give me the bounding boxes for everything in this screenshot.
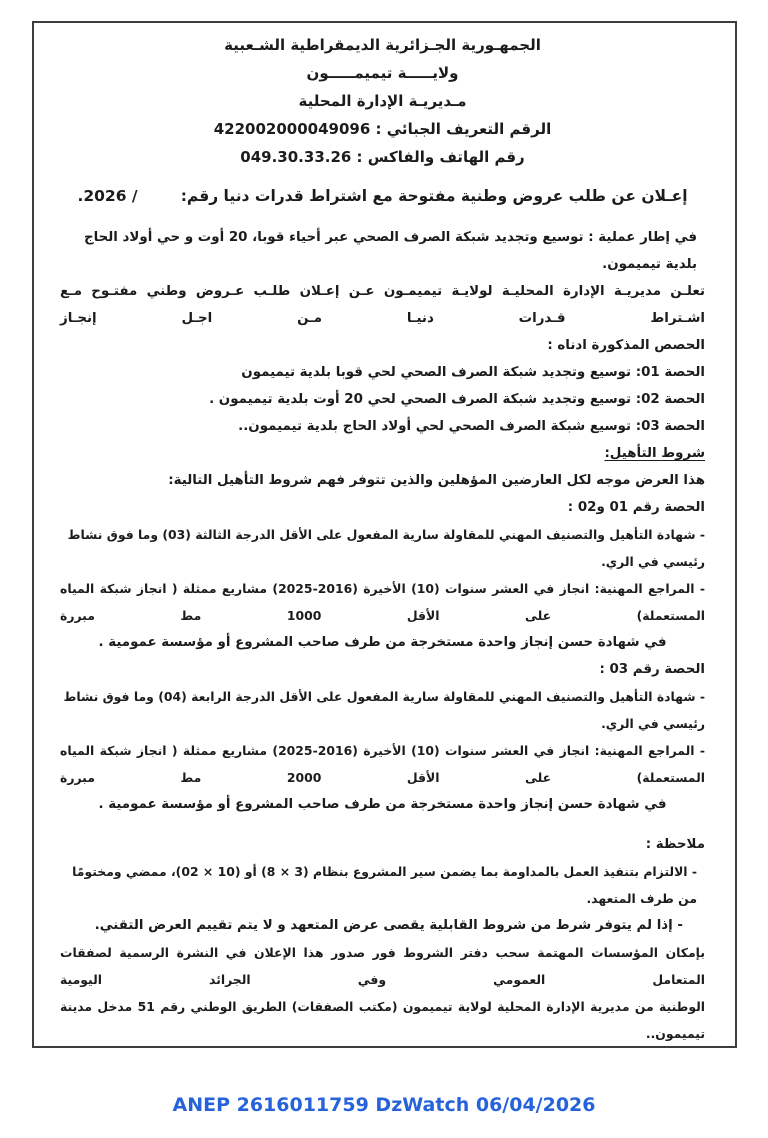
note-heading: ملاحظة : — [645, 837, 705, 852]
dossier-heading — [60, 1047, 705, 1048]
directorate-line: مـديريـة الإدارة المحلية — [298, 92, 467, 110]
qualification-heading: شروط التأهيل: — [604, 446, 705, 461]
lot-3-line: الحصة 03: توسيع شبكة الصرف الصحي لحي أولاد الحاج بلدية تيميمون.. — [238, 419, 705, 434]
announcement-paragraph: تعلـن مديريـة الإدارة المحليـة لولايـة تيميمـون عـن إعـلان طلـب عـروض وطني مفتـوح مـع اشـتراط قـدرات دنيـا مـن اجـل إنجـاز — [60, 284, 705, 326]
operation-line: في إطار عملية : توسيع وتجديد شبكة الصرف الصحي عبر أحياء قوبا، 20 أوت و حي أولاد الحاج بلدية تيميمون. — [83, 230, 697, 272]
republic-line: الجمهـورية الجـزائرية الديمقراطية الشـعبية — [224, 36, 541, 54]
note-item-2: - إذا لم يتوفر شرط من شروط القابلية يقصى عرض المتعهد و لا يتم تقييم العرض التقني. — [94, 918, 683, 933]
wilaya-line: ولايـــــة تيميمـــــون — [306, 64, 459, 82]
withdrawal-line-2: الوطنية من مديرية الإدارة المحلية لولاية تيميمون (مكتب الصفقات) الطريق الوطني رقم 51 مدخل مدينة تيميمون.. — [60, 999, 705, 1041]
withdrawal-line-1: بإمكان المؤسسات المهتمة سحب دفتر الشروط فور صدور هذا الإعلان في النشرة الرسمية لصفقات المتعامل العمومي وفي الجرائد اليومية — [60, 945, 705, 987]
lot-2-line: الحصة 02: توسيع وتجديد شبكة الصرف الصحي لحي 20 أوت بلدية تيميمون . — [209, 392, 705, 407]
lot-3-references-cont-line: في شهادة حسن إنجاز واحدة مستخرجة من طرف صاحب المشروع أو مؤسسة عمومية . — [98, 797, 667, 812]
qualification-intro: هذا العرض موجه لكل العارضين المؤهلين والذين تتوفر فهم شروط التأهيل التالية: — [168, 473, 705, 488]
lot-3-certificate-line: - شهادة التأهيل والتصنيف المهني للمقاولة سارية المفعول على الأقل الدرجة الرابعة (04) وما فوق نشاط رئيسي في الري. — [63, 689, 705, 731]
lot-1-line: الحصة 01: توسيع وتجديد شبكة الصرف الصحي لحي قوبا بلدية تيميمون — [241, 365, 705, 380]
document-frame — [32, 21, 737, 1048]
phone-fax-line: رقم الهاتف والفاكس : 049.30.33.26 — [240, 148, 525, 166]
lot-3-references-line: - المراجع المهنية: انجاز في العشر سنوات (10) الأخيرة (2016-2025) مشاريع ممثلة ( انجاز شبكة المياه المستعملة) على الأقل 2000 مط مبررة — [60, 743, 706, 785]
lot-1-2-references-cont-line: في شهادة حسن إنجاز واحدة مستخرجة من طرف صاحب المشروع أو مؤسسة عمومية . — [98, 635, 667, 650]
announcement-title: إعـلان عن طلب عروض وطنية مفتوحة مع اشتراط قدرات دنيا رقم: / 2026. — [77, 187, 688, 205]
lots-intro-line: الحصص المذكورة ادناه : — [547, 338, 705, 353]
lot-3-qualification-heading: الحصة رقم 03 : — [599, 662, 705, 677]
lot-1-2-certificate-line: - شهادة التأهيل والتصنيف المهني للمقاولة سارية المفعول على الأقل الدرجة الثالثة (03) وما فوق نشاط رئيسي في الري. — [67, 527, 705, 569]
lot-1-2-references-line: - المراجع المهنية: انجاز في العشر سنوات (10) الأخيرة (2016-2025) مشاريع ممثلة ( انجاز شبكة المياه المستعملة) على الأقل 1000 مط مبررة — [60, 581, 706, 623]
note-item-1: - الالتزام بتنفيذ العمل بالمداومة بما يضمن سير المشروع بنظام (3 × 8) أو (10 × 02)، ممضي ومختومًا من طرف المتعهد. — [72, 864, 697, 906]
anep-footer-line: ANEP 2616011759 DzWatch 06/04/2026 — [172, 1094, 596, 1116]
lot-1-2-qualification-heading: الحصة رقم 01 و02 : — [567, 500, 705, 515]
tax-id-line: الرقم التعريف الجبائي : 422002000049096 — [213, 120, 552, 138]
